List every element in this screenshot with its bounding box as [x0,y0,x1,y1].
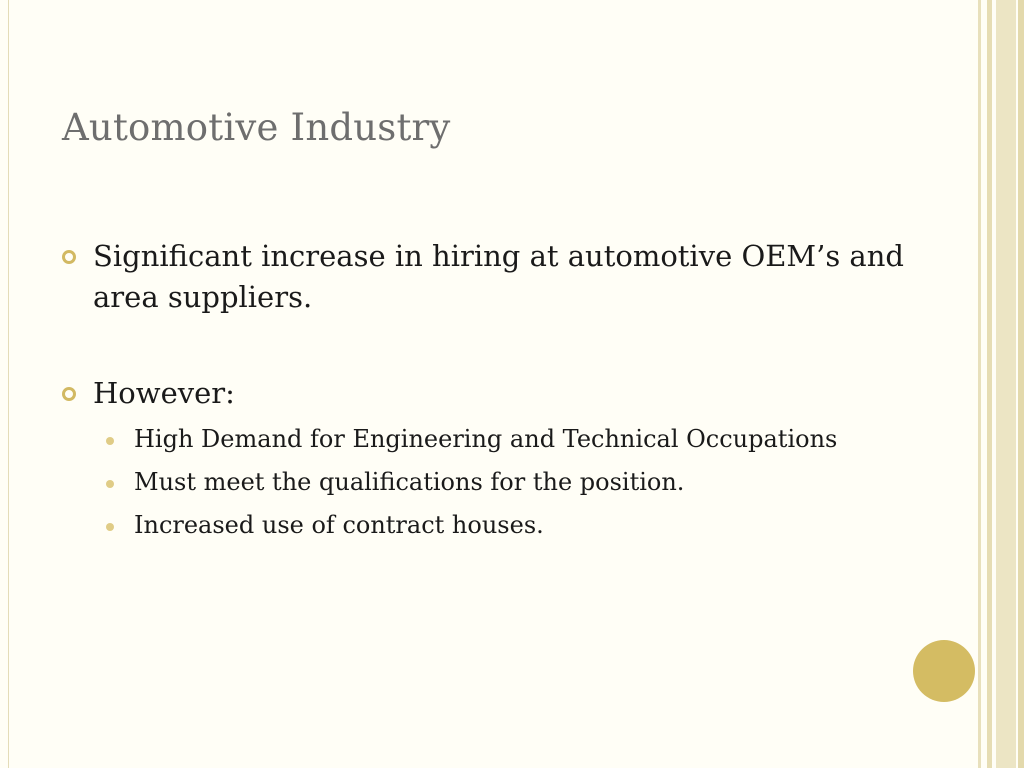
bullet-text: Significant increase in hiring at automotive OEM’s and area suppliers. [93,239,904,314]
sub-bullet-text: Increased use of contract houses. [134,511,544,539]
left-border-line [8,0,9,768]
dot-bullet-icon [106,523,114,531]
dot-bullet-icon [106,480,114,488]
bullet-item [62,236,942,318]
ring-bullet-icon [62,250,76,264]
slide-body [62,236,942,551]
sub-bullet-item [93,508,942,543]
gold-circle-decoration [913,640,975,702]
ring-bullet-icon [62,387,76,401]
dot-bullet-icon [106,437,114,445]
bullet-text: However: [93,376,235,410]
slide-title: Automotive Industry [62,106,451,149]
right-stripe-edge [1018,0,1024,768]
sub-bullet-item [93,422,942,457]
bullet-item [62,373,942,543]
sub-bullet-text: High Demand for Engineering and Technical Occupations [134,425,838,453]
right-stripe-wide [996,0,1016,768]
sub-bullet-item [93,465,942,500]
sub-bullet-list [93,422,942,543]
sub-bullet-text: Must meet the qualifications for the position. [134,468,685,496]
